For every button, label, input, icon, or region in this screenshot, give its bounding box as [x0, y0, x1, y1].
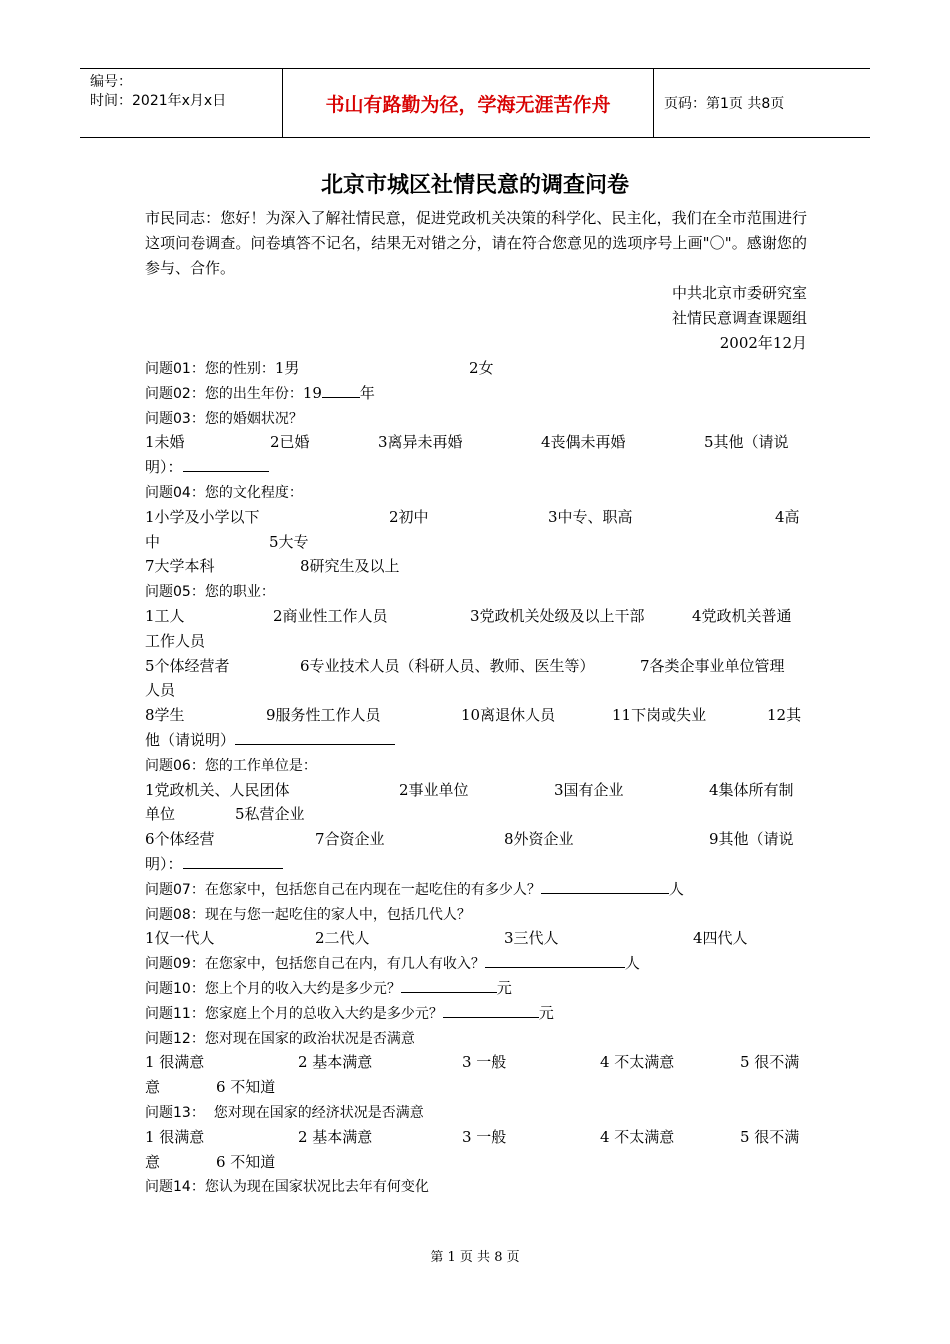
question-label: 问题03：您的婚姻状况？ — [145, 410, 303, 427]
option[interactable]: 5私营企业 — [235, 805, 305, 824]
option[interactable]: 8学生 — [145, 706, 185, 725]
question-04 — [145, 480, 807, 505]
option[interactable]: 4四代人 — [693, 929, 748, 948]
option[interactable]: 6个体经营 — [145, 830, 215, 849]
option[interactable]: 10离退休人员 — [461, 706, 556, 725]
question-14 — [145, 1174, 807, 1199]
question-label: 问题07：在您家中，包括您自己在内现在一起吃住的有多少人？ — [145, 881, 541, 898]
option-row — [145, 1150, 807, 1175]
question-08 — [145, 902, 807, 927]
intro-paragraph: 市民同志：您好！为深入了解社情民意，促进党政机关决策的科学化、民主化，我们在全市范围进行这项问卷调查。问卷填答不记名，结果无对错之分，请在符合您意见的选项序号上画"〇"。感谢您的参与、合作。 — [145, 209, 807, 277]
option[interactable]: 6 不知道 — [216, 1152, 276, 1171]
option[interactable]: 3国有企业 — [554, 780, 624, 799]
option-continued: 他（请说明） — [145, 730, 236, 749]
option[interactable]: 4 不太满意 — [600, 1053, 675, 1072]
question-02 — [145, 381, 807, 406]
code-label: 编号： — [90, 74, 132, 90]
option[interactable]: 1党政机关、人民团体 — [145, 780, 290, 799]
question-label: 问题12：您对现在国家的政治状况是否满意 — [145, 1030, 415, 1047]
year-blank[interactable] — [322, 381, 360, 398]
signature-org: 中共北京市委研究室 — [671, 284, 807, 302]
option-row — [145, 778, 807, 803]
option[interactable]: 3 一般 — [462, 1127, 507, 1146]
option-row — [145, 1125, 807, 1150]
option-row — [145, 703, 807, 728]
option[interactable]: 1 很满意 — [145, 1127, 205, 1146]
question-label: 问题05：您的职业： — [145, 584, 275, 601]
option[interactable]: 8外资企业 — [504, 830, 574, 849]
question-03 — [145, 406, 807, 431]
question-label: 问题06：您的工作单位是： — [145, 757, 317, 774]
option[interactable]: 2事业单位 — [399, 780, 469, 799]
answer-blank[interactable] — [541, 877, 669, 894]
option[interactable]: 2初中 — [389, 507, 429, 526]
date-label: 时间：2021年x月x日 — [90, 93, 227, 109]
other-blank[interactable] — [235, 728, 395, 745]
answer-blank[interactable] — [401, 976, 497, 993]
question-12 — [145, 1026, 807, 1051]
question-09 — [145, 951, 807, 976]
option-row — [145, 802, 807, 827]
question-label: 问题01：您的性别： — [145, 361, 275, 377]
question-05 — [145, 579, 807, 604]
option[interactable]: 4丧偶未再婚 — [541, 433, 626, 452]
option[interactable]: 1工人 — [145, 606, 185, 625]
option[interactable]: 6 不知道 — [216, 1078, 276, 1097]
option-continued: 人员 — [145, 681, 176, 700]
option-row — [145, 430, 807, 455]
option[interactable]: 2 基本满意 — [298, 1127, 373, 1146]
option[interactable]: 1仅一代人 — [145, 929, 215, 948]
option[interactable]: 3中专、职高 — [548, 507, 633, 526]
option[interactable]: 5 很不满 — [740, 1127, 800, 1146]
option[interactable]: 8研究生及以上 — [300, 557, 400, 576]
option-row — [145, 554, 807, 579]
option-row — [145, 629, 807, 654]
unit-label: 人 — [624, 954, 640, 973]
question-11 — [145, 1001, 807, 1026]
option-row — [145, 530, 807, 555]
option[interactable]: 3三代人 — [504, 929, 559, 948]
header-left-cell — [90, 73, 282, 111]
option[interactable]: 1 很满意 — [145, 1053, 205, 1072]
question-label: 问题11：您家庭上个月的总收入大约是多少元？ — [145, 1005, 443, 1022]
option[interactable]: 9其他（请说 — [709, 830, 794, 849]
option[interactable]: 4高 — [775, 507, 800, 526]
option-row — [145, 1050, 807, 1075]
other-blank[interactable] — [183, 455, 269, 472]
option[interactable]: 7各类企事业单位管理 — [640, 656, 785, 675]
question-07 — [145, 877, 807, 902]
answer-blank[interactable] — [443, 1001, 539, 1018]
option[interactable]: 5个体经营者 — [145, 656, 230, 675]
question-label: 问题13： 您对现在国家的经济状况是否满意 — [145, 1104, 424, 1121]
option[interactable]: 4 不太满意 — [600, 1127, 675, 1146]
option-row — [145, 728, 807, 753]
unit-label: 元 — [496, 978, 512, 997]
option[interactable]: 2女 — [469, 359, 494, 377]
option[interactable]: 1小学及小学以下 — [145, 507, 260, 526]
option[interactable]: 5其他（请说 — [704, 433, 789, 452]
option[interactable]: 2二代人 — [315, 929, 370, 948]
question-13 — [145, 1100, 807, 1125]
option-continued: 明）： — [145, 854, 183, 873]
questionnaire-body — [145, 206, 807, 1199]
option[interactable]: 5大专 — [269, 532, 309, 551]
answer-blank[interactable] — [485, 951, 625, 968]
option-row — [145, 678, 807, 703]
option[interactable]: 4党政机关普通 — [692, 606, 792, 625]
question-label: 问题04：您的文化程度： — [145, 484, 303, 501]
option[interactable]: 11下岗或失业 — [612, 706, 707, 725]
option-row — [145, 827, 807, 852]
question-label: 问题02：您的出生年份： — [145, 385, 303, 402]
option[interactable]: 9服务性工作人员 — [266, 706, 381, 725]
option[interactable]: 12其 — [767, 706, 802, 725]
option-row — [145, 604, 807, 629]
option-continued: 工作人员 — [145, 631, 206, 650]
option-row — [145, 455, 807, 480]
option-continued: 意 — [145, 1152, 161, 1171]
option[interactable]: 1男 — [274, 359, 300, 377]
option[interactable]: 3党政机关处级及以上干部 — [470, 606, 645, 625]
signature-group: 社情民意调查课题组 — [671, 309, 807, 327]
year-prefix: 19 — [302, 383, 322, 402]
unit-label: 人 — [668, 879, 684, 898]
question-label: 问题09：在您家中，包括您自己在内，有几人有收入？ — [145, 956, 485, 973]
question-label: 问题08：现在与您一起吃住的家人中，包括几代人？ — [145, 906, 471, 923]
header-motto: 书山有路勤为径，学海无涯苦作舟 — [282, 69, 654, 137]
unit-label: 元 — [538, 1003, 554, 1022]
question-01 — [145, 356, 807, 381]
question-10 — [145, 976, 807, 1001]
question-label: 问题10：您上个月的收入大约是多少元？ — [145, 980, 401, 997]
option[interactable]: 6专业技术人员（科研人员、教师、医生等） — [300, 656, 595, 675]
option-continued: 单位 — [145, 805, 176, 824]
document-header — [80, 68, 870, 138]
page-title: 北京市城区社情民意的调查问卷 — [320, 173, 629, 198]
option[interactable]: 7合资企业 — [315, 830, 385, 849]
header-page-info: 页码：第1页 共8页 — [664, 96, 785, 112]
option[interactable]: 2商业性工作人员 — [273, 606, 388, 625]
option[interactable]: 2已婚 — [270, 433, 310, 452]
option-continued: 意 — [145, 1078, 161, 1097]
option[interactable]: 3离异未再婚 — [378, 433, 463, 452]
year-suffix: 年 — [359, 383, 375, 402]
option-row — [145, 1075, 807, 1100]
option[interactable]: 2 基本满意 — [298, 1053, 373, 1072]
question-label: 问题14：您认为现在国家状况比去年有何变化 — [145, 1179, 429, 1196]
signature-date: 2002年12月 — [719, 334, 807, 352]
option[interactable]: 7大学本科 — [145, 557, 215, 576]
option-row — [145, 505, 807, 530]
other-blank[interactable] — [183, 852, 283, 869]
option-row — [145, 926, 807, 951]
option-row — [145, 654, 807, 679]
option[interactable]: 4集体所有制 — [709, 780, 794, 799]
option-continued: 明）： — [145, 458, 183, 477]
option-continued: 中 — [145, 532, 161, 551]
option[interactable]: 5 很不满 — [740, 1053, 800, 1072]
option[interactable]: 3 一般 — [462, 1053, 507, 1072]
page-footer: 第 1 页 共 8 页 — [430, 1250, 520, 1265]
question-06 — [145, 753, 807, 778]
option-row — [145, 852, 807, 877]
option[interactable]: 1未婚 — [145, 433, 185, 452]
